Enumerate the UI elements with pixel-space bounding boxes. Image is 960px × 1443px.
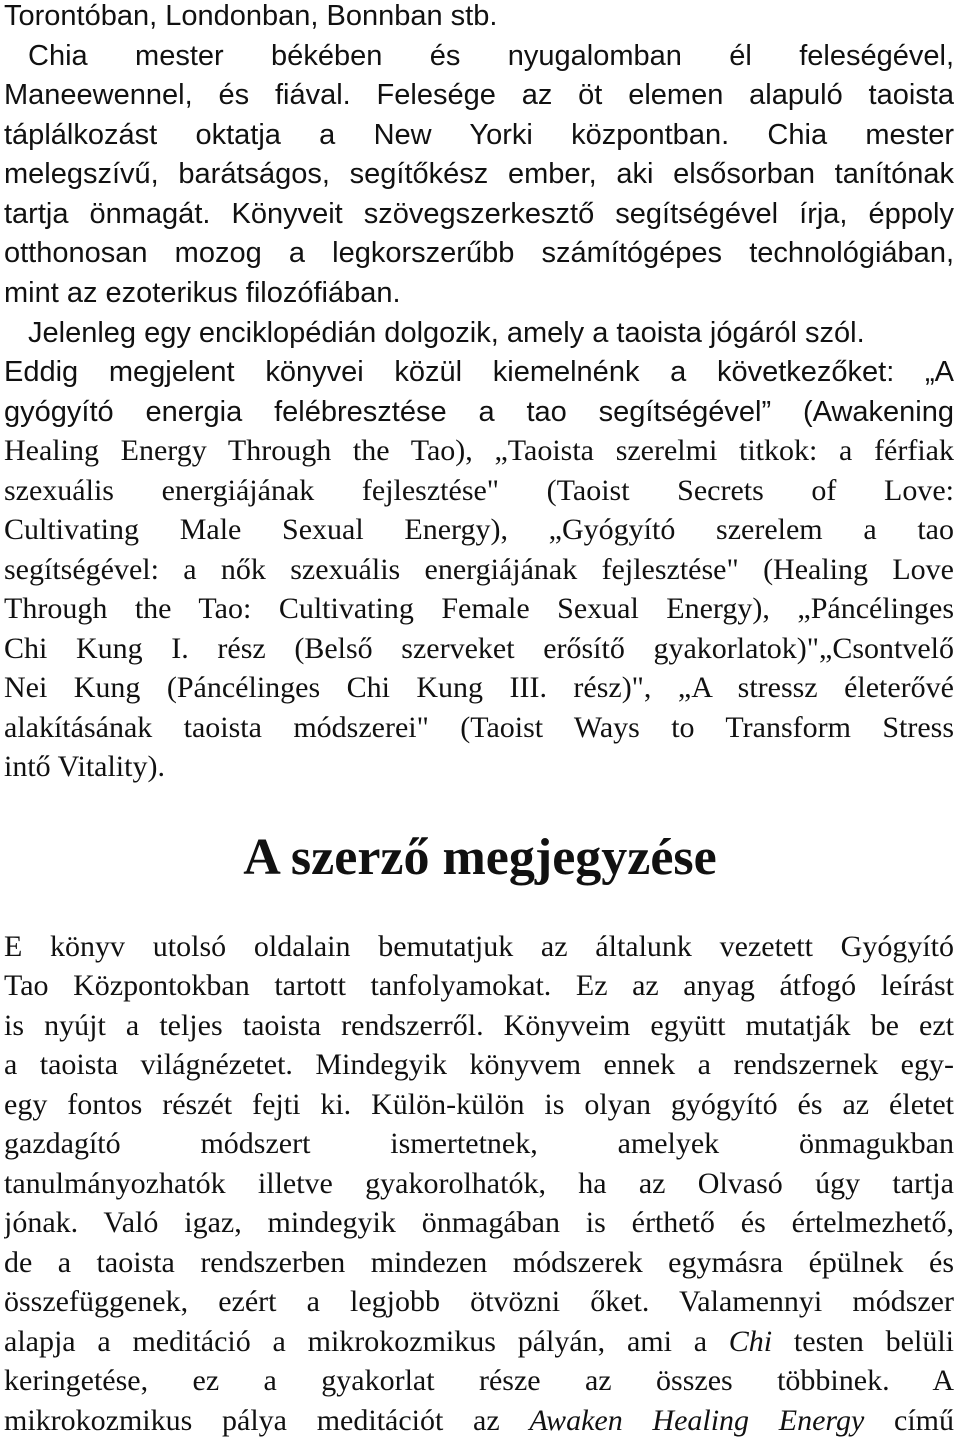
text-line: jónak. Való igaz, mindegyik önmagában is érthető és értelmezhető,: [4, 1206, 954, 1239]
italic-term: Awaken Healing Energy: [529, 1404, 865, 1437]
text-line: Jelenleg egy enciklopédián dolgozik, amely a taoista jógáról szól.: [28, 317, 865, 349]
text-line: szexuális energiájának fejlesztése" (Taoist Secrets of Love:: [4, 474, 954, 507]
text-line: gazdagító módszert ismertetnek, amelyek önmagukban: [4, 1127, 954, 1160]
text-line: egy fontos részét fejti ki. Külön-külön is olyan gyógyító és az életet: [4, 1088, 954, 1121]
text-line: melegszívű, barátságos, segítőkész ember, aki elsősorban tanítónak: [4, 158, 954, 190]
text-line: E könyv utolsó oldalain bemutatjuk az általunk vezetett Gyógyító: [4, 930, 954, 963]
text-line: Healing Energy Through the Tao), „Taoista szerelmi titkok: a férfiak: [4, 434, 954, 467]
italic-term: Chi: [728, 1325, 773, 1358]
text-line: Tao Központokban tartott tanfolyamokat. Ez az anyag átfogó leírást: [4, 969, 954, 1002]
text-run: alapja a meditáció a mikrokozmikus pályán, ami a: [4, 1325, 729, 1358]
text-line: Eddig megjelent könyvei közül kiemelnénk a következőket: „A: [4, 356, 954, 388]
section-heading: A szerző megjegyzése: [243, 829, 717, 886]
text-line: otthonosan mozog a legkorszerűbb számítógépes technológiában,: [4, 237, 954, 269]
text-run: mikrokozmikus pálya meditációt az: [4, 1404, 530, 1437]
text-line: [4, 1322, 954, 1362]
text-line: Nei Kung (Páncélinges Chi Kung III. rész)", „A stressz életerővé: [4, 671, 954, 704]
text-line: gyógyító energia felébresztése a tao segítségével” (Awakening: [4, 396, 954, 428]
text-line: Through the Tao: Cultivating Female Sexual Energy), „Páncélinges: [4, 592, 954, 625]
text-line: is nyújt a teljes taoista rendszerről. Könyveim együtt mutatják be ezt: [4, 1009, 954, 1042]
text-line: alakításának taoista módszerei" (Taoist Ways to Transform Stress: [4, 711, 954, 744]
text-line: összefüggenek, ezért a legjobb ötvözni őket. Valamennyi módszer: [4, 1285, 954, 1318]
text-run: testen belüli: [772, 1325, 954, 1358]
text-line: táplálkozást oktatja a New Yorki központban. Chia mester: [4, 119, 954, 151]
text-line: [4, 1401, 954, 1441]
text-line: de a taoista rendszerben mindezen módszerek egymásra épülnek és: [4, 1246, 954, 1279]
text-line: tartja önmagát. Könyveit szövegszerkesztő segítségével írja, éppoly: [4, 198, 954, 230]
text-line: Torontóban, Londonban, Bonnban stb.: [4, 0, 498, 32]
text-line: mint az ezoterikus filozófiában.: [4, 277, 401, 309]
text-line: Maneewennel, és fiával. Felesége az öt elemen alapuló taoista: [4, 79, 954, 111]
text-line: tanulmányozhatók illetve gyakorolhatók, ha az Olvasó úgy tartja: [4, 1167, 954, 1200]
text-line: Cultivating Male Sexual Energy), „Gyógyító szerelem a tao: [4, 513, 954, 546]
text-line: Chi Kung I. rész (Belső szerveket erősítő gyakorlatok)"„Csontvelő: [4, 632, 954, 665]
text-line: keringetése, ez a gyakorlat része az összes többinek. A: [4, 1364, 954, 1397]
text-line: a taoista világnézetet. Mindegyik könyvem ennek a rendszernek egy-: [4, 1048, 954, 1081]
text-line: Chia mester békében és nyugalomban él feleségével,: [28, 40, 954, 72]
text-line: segítségével: a nők szexuális energiájának fejlesztése" (Healing Love: [4, 553, 954, 586]
text-run: című: [864, 1404, 954, 1437]
text-line: intő Vitality).: [4, 750, 165, 783]
